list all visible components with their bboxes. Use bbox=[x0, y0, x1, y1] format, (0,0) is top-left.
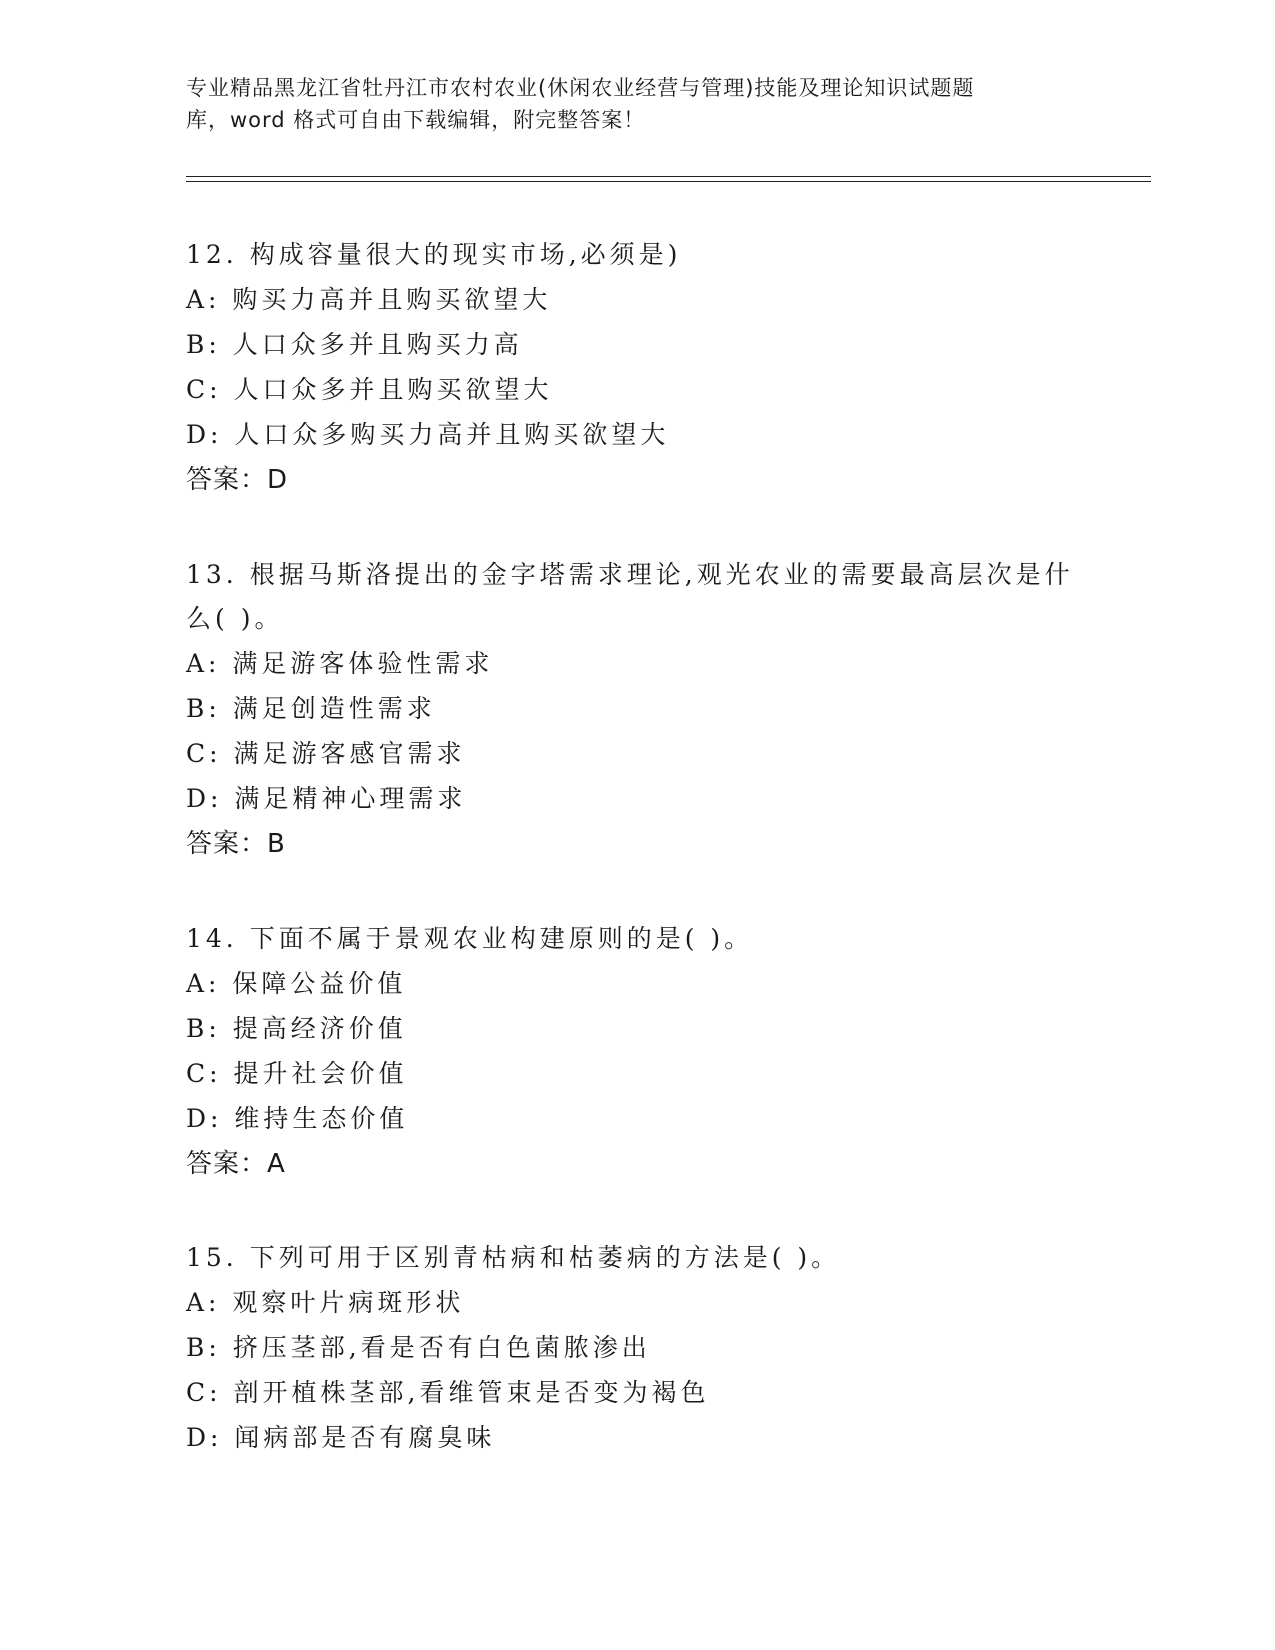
option-c: C: 满足游客感官需求 bbox=[186, 739, 466, 768]
answer-label: 答案：D bbox=[186, 465, 289, 495]
option-a: A: 满足游客体验性需求 bbox=[186, 649, 494, 678]
option-d: D: 闻病部是否有腐臭味 bbox=[186, 1423, 496, 1452]
question-15 bbox=[186, 1236, 1086, 1460]
option-a: A: 保障公益价值 bbox=[186, 969, 407, 998]
option-b: B: 满足创造性需求 bbox=[186, 694, 436, 723]
option-c: C: 提升社会价值 bbox=[186, 1059, 408, 1088]
option-b: B: 人口众多并且购买力高 bbox=[186, 330, 523, 359]
option-b: B: 挤压茎部,看是否有白色菌脓渗出 bbox=[186, 1333, 651, 1362]
header-line-1: 专业精品黑龙江省牡丹江市农村农业(休闲农业经营与管理)技能及理论知识试题题 bbox=[186, 76, 975, 100]
question-stem: 14. 下面不属于景观农业构建原则的是( )。 bbox=[186, 924, 754, 953]
header-line-2: 库，word 格式可自由下载编辑，附完整答案！ bbox=[186, 108, 646, 132]
answer-label: 答案：A bbox=[186, 1149, 286, 1179]
header-divider-top bbox=[186, 176, 1151, 177]
document-header bbox=[186, 72, 1086, 136]
header-divider-bottom bbox=[186, 181, 1151, 182]
option-d: D: 满足精神心理需求 bbox=[186, 784, 467, 813]
option-a: A: 购买力高并且购买欲望大 bbox=[186, 285, 552, 314]
question-12 bbox=[186, 233, 1086, 503]
option-b: B: 提高经济价值 bbox=[186, 1014, 407, 1043]
option-a: A: 观察叶片病斑形状 bbox=[186, 1288, 465, 1317]
answer-label: 答案：B bbox=[186, 829, 286, 859]
option-d: D: 人口众多购买力高并且购买欲望大 bbox=[186, 420, 670, 449]
question-14 bbox=[186, 917, 1086, 1187]
question-stem-continued: 么( )。 bbox=[186, 604, 284, 633]
question-13 bbox=[186, 553, 1086, 867]
option-c: C: 剖开植株茎部,看维管束是否变为褐色 bbox=[186, 1378, 710, 1407]
question-stem: 12. 构成容量很大的现实市场,必须是) bbox=[186, 240, 682, 269]
question-stem: 13. 根据马斯洛提出的金字塔需求理论,观光农业的需要最高层次是什 bbox=[186, 560, 1074, 589]
question-stem: 15. 下列可用于区别青枯病和枯萎病的方法是( )。 bbox=[186, 1243, 841, 1272]
option-d: D: 维持生态价值 bbox=[186, 1104, 409, 1133]
option-c: C: 人口众多并且购买欲望大 bbox=[186, 375, 553, 404]
